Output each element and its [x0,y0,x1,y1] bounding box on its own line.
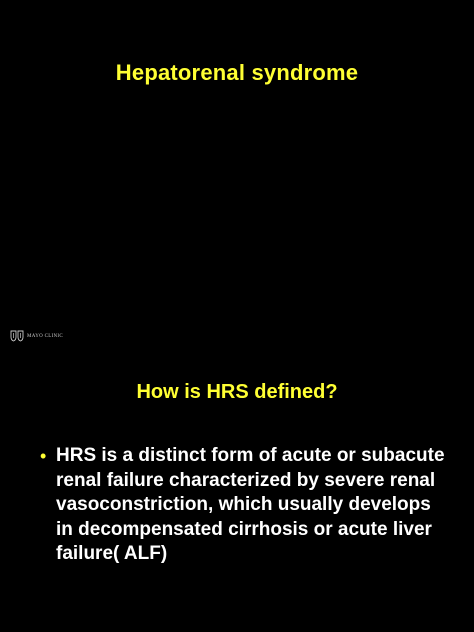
mayo-clinic-shield-icon [10,330,24,342]
mayo-clinic-logo [10,330,63,342]
bullet-item [40,444,450,567]
slide-question: How is HRS defined? [136,381,338,403]
bullet-text: HRS is a distinct form of acute or subacute renal failure characterized by severe renal vasoconstriction, which usually develops in decompensated cirrhosis or acute liver failure( ALF) [56,445,445,564]
bullet-list [40,444,450,567]
logo-wordmark: MAYO CLINIC [27,334,64,339]
bullet-dot-icon: • [40,446,47,466]
slide-title: Hepatorenal syndrome [115,60,359,85]
